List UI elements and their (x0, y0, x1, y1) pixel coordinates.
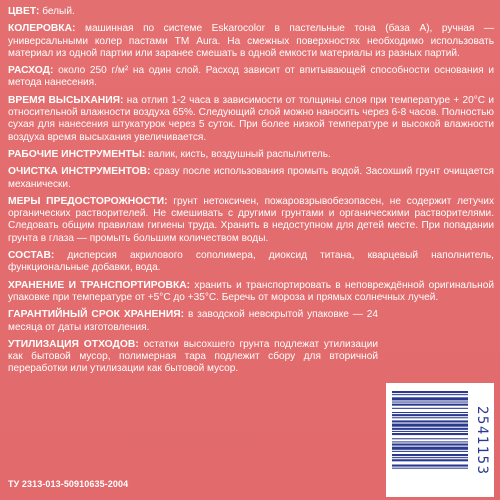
section-body: в заводской невскрытой упаковке — 24 месяца от даты изготовления. (8, 309, 378, 333)
barcode (386, 383, 494, 497)
section-shelf-life (8, 309, 378, 334)
section-body: остатки высохшего грунта подлежат утилизации как бытовой мусор, полимерная тара подлежит сбору для вторичной переработки или утилизации как бытовой мусор. (8, 338, 378, 375)
section-heading: ХРАНЕНИЕ И ТРАНСПОРТИРОВКА: (8, 279, 191, 291)
section-body: белый. (39, 6, 75, 17)
section-heading: РАСХОД: (8, 65, 54, 77)
section-body: сразу после использования промыть водой. Засохший грунт очищается механически. (8, 166, 494, 190)
section-heading: ОЧИСТКА ИНСТРУМЕНТОВ: (8, 166, 151, 178)
standard-code: ТУ 2313-013-50910635-2004 (8, 479, 129, 489)
section-heading: КОЛЕРОВКА: (8, 23, 76, 35)
section-body: дисперсия акрилового сополимера, диоксид титана, кварцевый наполнитель, функциональные добавки, вода. (8, 250, 494, 274)
section-heading: ВРЕМЯ ВЫСЫХАНИЯ: (8, 94, 124, 106)
label-text-block (8, 6, 494, 381)
section-body: грунт нетоксичен, пожаровзрывобезопасен, не содержит летучих органических растворителей. Не смешивать с другими грунтами и органическими растворителями. Следовать общим правилам гигиены труда. Хранить в недоступном для детей месте. При попадании грунта в глаза — промыть большим количеством воды. (8, 195, 494, 244)
section-heading: СОСТАВ: (8, 250, 55, 262)
section-composition (8, 250, 494, 275)
section-heading: ЦВЕТ: (8, 6, 40, 17)
section-drying-time (8, 95, 494, 144)
section-body: валик, кисть, воздушный распылитель. (145, 148, 331, 160)
section-heading: ГАРАНТИЙНЫЙ СРОК ХРАНЕНИЯ: (8, 309, 185, 321)
section-color (8, 6, 494, 18)
section-disposal (8, 339, 378, 376)
section-body: машинная по системе Eskarocolor в пастельные тона (база А), ручная — универсальными колер пастами ТМ Aura. На смежных поверхностях необходимо использовать материал из одной партии или заранее смешать в одной емкости материалы из разных партий. (8, 23, 494, 59)
section-precautions (8, 196, 494, 245)
section-tool-cleaning (8, 166, 494, 191)
section-storage (8, 280, 494, 305)
section-body: около 250 г/м² на один слой. Расход зависит от впитывающей способности основания и метода нанесения. (8, 65, 494, 89)
section-heading: РАБОЧИЕ ИНСТРУМЕНТЫ: (8, 148, 146, 160)
section-body: на отлип 1-2 часа в зависимости от толщины слоя при температуре + 20°С и относительной влажности воздуха 65%. Следующий слой можно наносить через 6-8 часов. Полностью сухая для нанесения штукатурок через 5 суток. При более низкой температуре и высокой влажности воздуха время высыхания увеличивается. (8, 94, 494, 143)
section-tools (8, 149, 494, 161)
barcode-number: 2541153 (474, 406, 490, 476)
section-heading: УТИЛИЗАЦИЯ ОТХОДОВ: (8, 338, 139, 350)
section-tinting (8, 23, 494, 60)
section-consumption (8, 65, 494, 90)
section-heading: МЕРЫ ПРЕДОСТОРОЖНОСТИ: (8, 195, 168, 207)
section-body: хранить и транспортировать в неповреждённой оригинальной упаковке при температуре от +5°С до +35°С. Беречь от мороза и прямых солнечных лучей. (8, 279, 494, 303)
barcode-bars (392, 391, 468, 491)
